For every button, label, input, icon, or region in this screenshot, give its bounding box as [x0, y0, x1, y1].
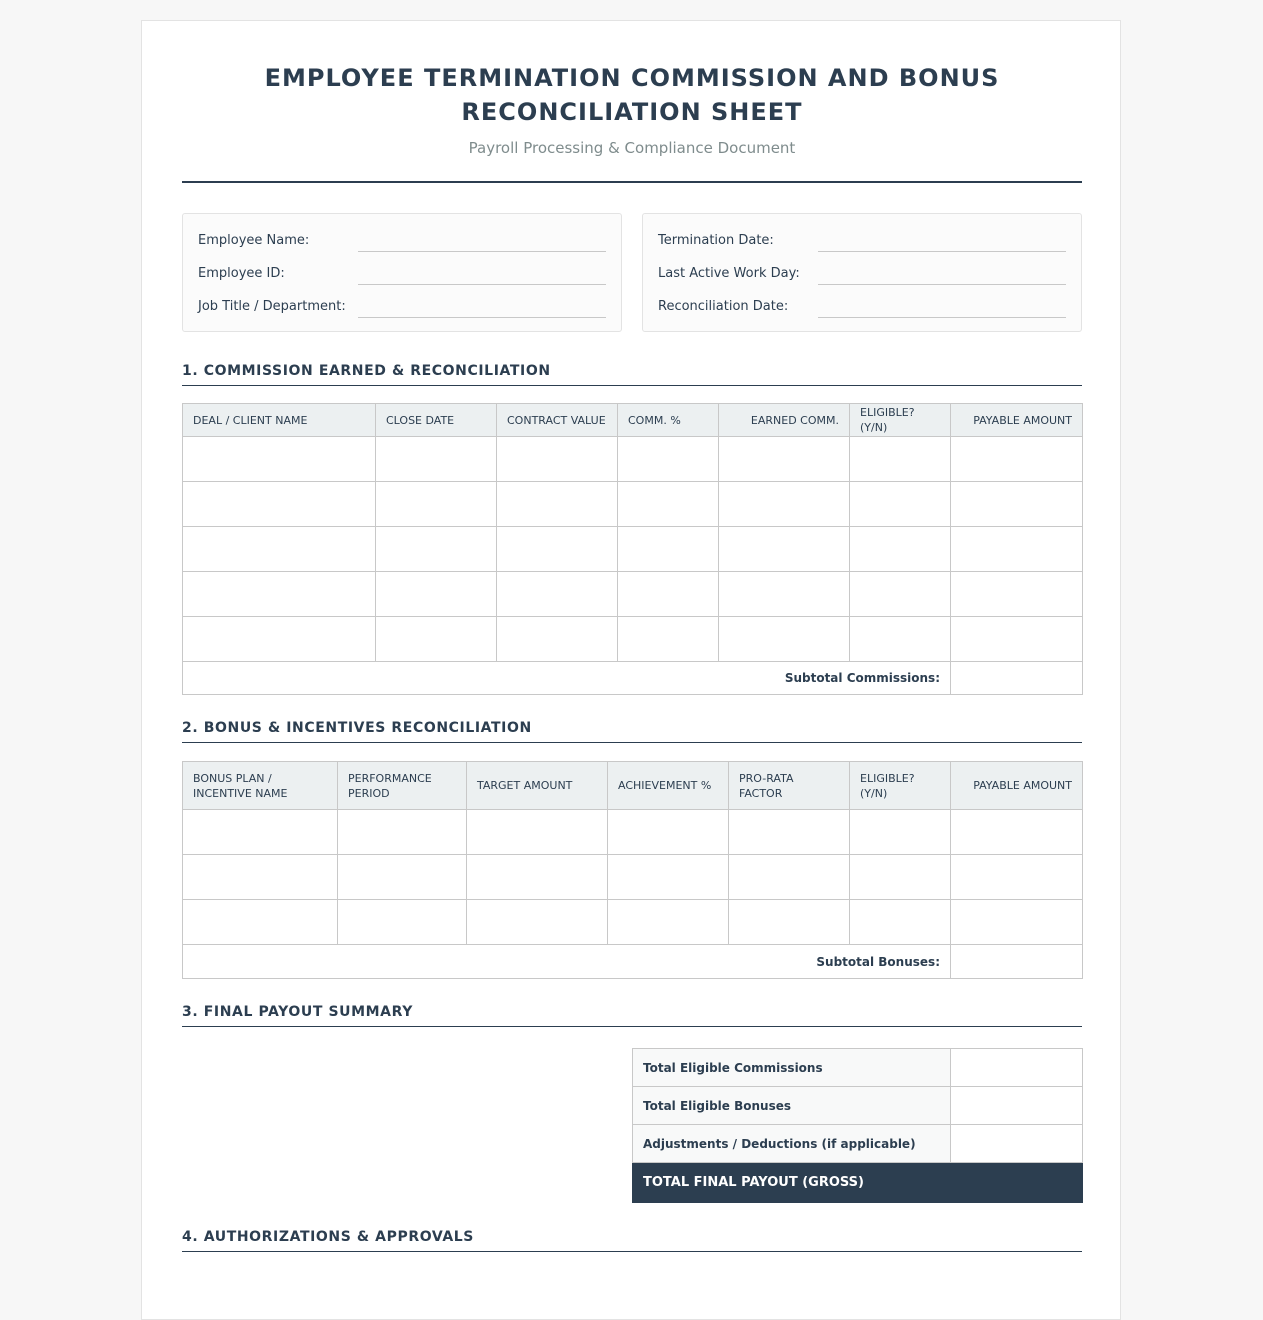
table-cell[interactable]	[183, 855, 338, 900]
commission-table-body	[183, 437, 1083, 662]
table-cell[interactable]	[850, 572, 951, 617]
table-cell[interactable]	[951, 527, 1083, 572]
total-payout-value[interactable]	[951, 1163, 1083, 1203]
table-cell[interactable]	[183, 900, 338, 945]
termination-date-field	[658, 231, 1066, 264]
table-cell[interactable]	[618, 437, 719, 482]
column-header: TARGET AMOUNT	[467, 762, 608, 810]
subtotal-bonuses-label: Subtotal Bonuses:	[183, 945, 951, 979]
document-subtitle: Payroll Processing & Compliance Document	[468, 139, 796, 157]
document-title: EMPLOYEE TERMINATION COMMISSION AND BONUS RECONCILIATION SHEET	[264, 64, 1000, 126]
table-row	[183, 855, 1083, 900]
last-active-day-input-line[interactable]	[818, 284, 1066, 285]
table-cell[interactable]	[951, 855, 1083, 900]
subtotal-commissions-label: Subtotal Commissions:	[183, 662, 951, 695]
table-cell[interactable]	[183, 527, 376, 572]
bonus-section-title: 2. BONUS & INCENTIVES RECONCILIATION	[182, 720, 1082, 743]
summary-row	[633, 1049, 1083, 1087]
termination-info-box	[642, 213, 1082, 332]
column-header: PAYABLE AMOUNT	[951, 404, 1083, 437]
table-header-row	[183, 762, 1083, 810]
column-header: PRO-RATA FACTOR	[729, 762, 850, 810]
table-cell[interactable]	[850, 482, 951, 527]
table-cell[interactable]	[850, 810, 951, 855]
column-header: BONUS PLAN / INCENTIVE NAME	[183, 762, 338, 810]
table-cell[interactable]	[719, 572, 850, 617]
table-cell[interactable]	[729, 900, 850, 945]
table-cell[interactable]	[951, 572, 1083, 617]
column-header: PAYABLE AMOUNT	[951, 762, 1083, 810]
table-cell[interactable]	[618, 572, 719, 617]
table-cell[interactable]	[850, 617, 951, 662]
table-cell[interactable]	[467, 810, 608, 855]
table-cell[interactable]	[719, 527, 850, 572]
total-bonuses-value[interactable]	[951, 1087, 1083, 1125]
total-payout-row	[633, 1163, 1083, 1203]
field-label: Employee ID:	[198, 266, 285, 281]
total-payout-label: TOTAL FINAL PAYOUT (GROSS)	[633, 1163, 951, 1203]
table-cell[interactable]	[376, 527, 497, 572]
reconciliation-date-field	[658, 297, 1066, 330]
table-cell[interactable]	[376, 572, 497, 617]
summary-row	[633, 1125, 1083, 1163]
table-cell[interactable]	[497, 482, 618, 527]
commission-table	[182, 403, 1083, 695]
table-cell[interactable]	[850, 527, 951, 572]
employee-name-field	[198, 231, 606, 264]
adjustments-label: Adjustments / Deductions (if applicable)	[633, 1125, 951, 1163]
table-cell[interactable]	[618, 527, 719, 572]
table-cell[interactable]	[467, 900, 608, 945]
field-label: Last Active Work Day:	[658, 266, 800, 281]
job-title-input-line[interactable]	[358, 317, 606, 318]
table-cell[interactable]	[183, 572, 376, 617]
table-cell[interactable]	[729, 855, 850, 900]
employee-name-input-line[interactable]	[358, 251, 606, 252]
table-cell[interactable]	[608, 855, 729, 900]
table-cell[interactable]	[497, 572, 618, 617]
table-cell[interactable]	[376, 617, 497, 662]
table-cell[interactable]	[719, 437, 850, 482]
table-cell[interactable]	[338, 900, 467, 945]
table-cell[interactable]	[719, 617, 850, 662]
column-header: CONTRACT VALUE	[497, 404, 618, 437]
table-cell[interactable]	[497, 437, 618, 482]
table-row	[183, 810, 1083, 855]
table-cell[interactable]	[850, 900, 951, 945]
table-row	[183, 900, 1083, 945]
bonus-table	[182, 761, 1083, 979]
table-cell[interactable]	[951, 482, 1083, 527]
adjustments-value[interactable]	[951, 1125, 1083, 1163]
commission-section-title: 1. COMMISSION EARNED & RECONCILIATION	[182, 363, 1082, 386]
table-cell[interactable]	[951, 617, 1083, 662]
field-label: Reconciliation Date:	[658, 299, 789, 314]
employee-info-box	[182, 213, 622, 332]
document-page	[141, 20, 1121, 1320]
termination-date-input-line[interactable]	[818, 251, 1066, 252]
table-cell[interactable]	[497, 617, 618, 662]
table-header-row	[183, 404, 1083, 437]
column-header: COMM. %	[618, 404, 719, 437]
field-label: Job Title / Department:	[198, 299, 346, 314]
bonus-table-body	[183, 810, 1083, 945]
table-cell[interactable]	[719, 482, 850, 527]
table-cell[interactable]	[729, 810, 850, 855]
table-cell[interactable]	[618, 482, 719, 527]
table-cell[interactable]	[850, 855, 951, 900]
title-divider	[182, 181, 1082, 183]
total-commissions-label: Total Eligible Commissions	[633, 1049, 951, 1087]
field-label: Employee Name:	[198, 233, 310, 248]
employee-id-input-line[interactable]	[358, 284, 606, 285]
table-cell[interactable]	[183, 617, 376, 662]
table-cell[interactable]	[376, 482, 497, 527]
subtotal-commissions-cell[interactable]	[951, 662, 1083, 695]
table-row	[183, 527, 1083, 572]
table-cell[interactable]	[608, 900, 729, 945]
total-bonuses-label: Total Eligible Bonuses	[633, 1087, 951, 1125]
column-header: EARNED COMM.	[719, 404, 850, 437]
table-cell[interactable]	[467, 855, 608, 900]
subtotal-bonuses-cell[interactable]	[951, 945, 1083, 979]
column-header: ELIGIBLE? (Y/N)	[850, 762, 951, 810]
table-cell[interactable]	[951, 810, 1083, 855]
table-cell[interactable]	[376, 437, 497, 482]
table-cell[interactable]	[497, 527, 618, 572]
table-cell[interactable]	[338, 810, 467, 855]
table-cell[interactable]	[183, 437, 376, 482]
column-header: CLOSE DATE	[376, 404, 497, 437]
authorizations-section-title: 4. AUTHORIZATIONS & APPROVALS	[182, 1229, 1082, 1252]
column-header: ELIGIBLE? (Y/N)	[850, 404, 951, 437]
table-cell[interactable]	[608, 810, 729, 855]
last-active-day-field	[658, 264, 1066, 297]
column-header: ACHIEVEMENT %	[608, 762, 729, 810]
total-commissions-value[interactable]	[951, 1049, 1083, 1087]
field-label: Termination Date:	[658, 233, 774, 248]
table-cell[interactable]	[183, 482, 376, 527]
subtotal-row	[183, 662, 1083, 695]
table-row	[183, 482, 1083, 527]
table-cell[interactable]	[951, 900, 1083, 945]
table-cell[interactable]	[850, 437, 951, 482]
table-row	[183, 437, 1083, 482]
job-title-field	[198, 297, 606, 330]
subtotal-row	[183, 945, 1083, 979]
column-header: PERFORMANCE PERIOD	[338, 762, 467, 810]
summary-section-title: 3. FINAL PAYOUT SUMMARY	[182, 1004, 1082, 1027]
column-header: DEAL / CLIENT NAME	[183, 404, 376, 437]
table-row	[183, 572, 1083, 617]
table-cell[interactable]	[618, 617, 719, 662]
reconciliation-date-input-line[interactable]	[818, 317, 1066, 318]
employee-id-field	[198, 264, 606, 297]
payout-summary-table	[632, 1048, 1083, 1203]
table-cell[interactable]	[338, 855, 467, 900]
summary-row	[633, 1087, 1083, 1125]
table-cell[interactable]	[951, 437, 1083, 482]
table-row	[183, 617, 1083, 662]
table-cell[interactable]	[183, 810, 338, 855]
